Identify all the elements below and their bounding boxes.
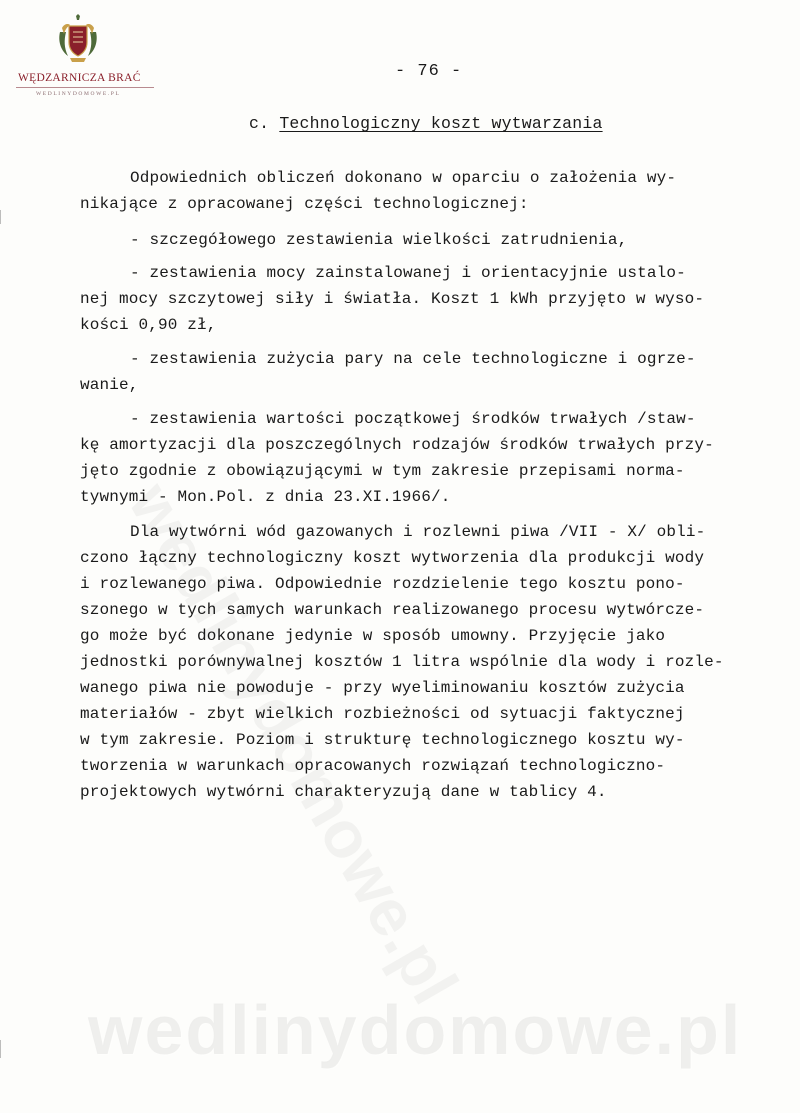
logo-name: WĘDZARNICZA BRAĆ <box>18 72 141 84</box>
paragraph-line: - zestawienia zużycia pary na cele technologiczne i ogrze- <box>130 350 696 368</box>
paragraph-line: tworzenia w warunkach opracowanych rozwiązań technologiczno- <box>80 757 666 775</box>
logo-divider <box>16 87 154 88</box>
logo-url: WEDLINYDOMOWE.PL <box>36 91 121 97</box>
paragraph-line: - szczegółowego zestawienia wielkości zatrudnienia, <box>130 231 628 249</box>
page-number: - 76 - <box>395 62 463 81</box>
paragraph-line: go może być dokonane jedynie w sposób umowny. Przyjęcie jako <box>80 627 666 645</box>
paragraph-line: - zestawienia mocy zainstalowanej i orientacyjnie ustalo- <box>130 264 686 282</box>
scan-edge-mark <box>0 210 1 224</box>
paragraph-line: - zestawienia wartości początkowej środków trwałych /staw- <box>130 410 696 428</box>
paragraph-line: wanego piwa nie powoduje - przy wyeliminowaniu kosztów zużycia <box>80 679 685 697</box>
paragraph-line: kę amortyzacji dla poszczególnych rodzajów środków trwałych przy- <box>80 436 714 454</box>
paragraph-line: szonego w tych samych warunkach realizowanego procesu wytwórcze- <box>80 601 705 619</box>
section-title: Technologiczny koszt wytwarzania <box>279 114 603 133</box>
paragraph-line: nikające z opracowanej części technologicznej: <box>80 195 529 213</box>
paragraph-line: tywnymi - Mon.Pol. z dnia 23.XI.1966/. <box>80 488 451 506</box>
paragraph-line: kości 0,90 zł, <box>80 316 217 334</box>
paragraph-line: czono łączny technologiczny koszt wytworzenia dla produkcji wody <box>80 549 705 567</box>
paragraph-line: jednostki porównywalnej kosztów 1 litra wspólnie dla wody i rozle- <box>80 653 724 671</box>
paragraph-line: nej mocy szczytowej siły i światła. Koszt 1 kWh przyjęto w wyso- <box>80 290 705 308</box>
paragraph-line: projektowych wytwórni charakteryzują dane w tablicy 4. <box>80 783 607 801</box>
bottom-watermark: wedlinydomowe.pl <box>88 991 743 1069</box>
paragraph-line: w tym zakresie. Poziom i strukturę technologicznego kosztu wy- <box>80 731 685 749</box>
paragraph-line: Dla wytwórni wód gazowanych i rozlewni piwa /VII - X/ obli- <box>130 523 706 541</box>
paragraph-line: i rozlewanego piwa. Odpowiednie rozdzielenie tego kosztu pono- <box>80 575 685 593</box>
paragraph-line: Odpowiednich obliczeń dokonano w oparciu o założenia wy- <box>130 169 677 187</box>
paragraph-line: wanie, <box>80 376 139 394</box>
coat-of-arms-logo <box>56 14 100 66</box>
section-prefix: c. <box>249 114 270 133</box>
section-heading <box>249 114 603 133</box>
paragraph-line: jęto zgodnie z obowiązującymi w tym zakresie przepisami norma- <box>80 462 685 480</box>
paragraph-line: materiałów - zbyt wielkich rozbieżności od sytuacji faktycznej <box>80 705 685 723</box>
scan-edge-mark <box>0 1040 1 1058</box>
